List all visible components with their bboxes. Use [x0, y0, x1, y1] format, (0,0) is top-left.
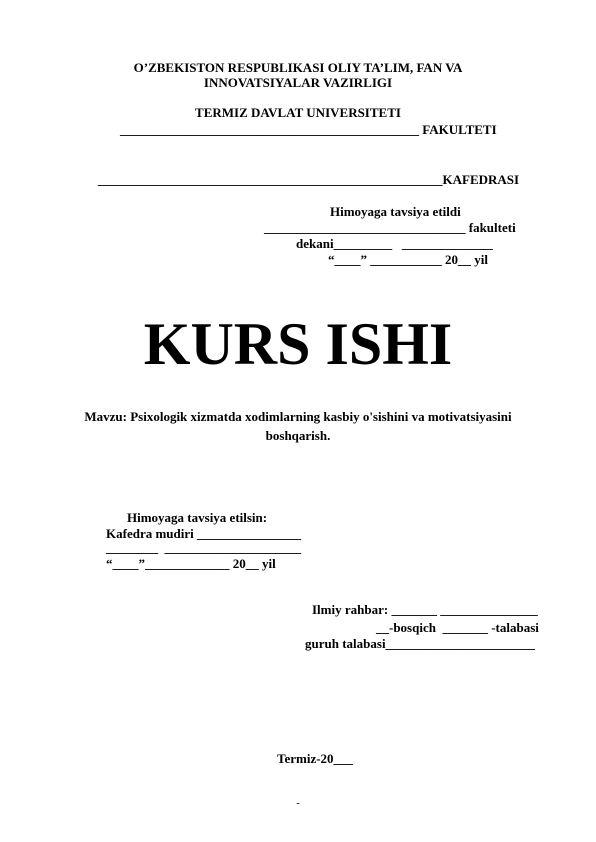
supervisor-line-3: guruh talabasi_______________________ — [305, 636, 536, 651]
ministry-line-2: INNOVATSIYALAR VAZIRLIGI — [203, 75, 393, 90]
university-name: TERMIZ DAVLAT UNIVERSITETI — [195, 105, 401, 120]
supervisor-line-1: Ilmiy rahbar: _______ _______________ — [312, 602, 538, 617]
supervisor-line-2: __-bosqich _______ -talabasi — [376, 620, 539, 635]
document-title: KURS ISHI — [143, 311, 453, 377]
topic-line-1: Mavzu: Psixologik xizmatda xodimlarning kasbiy o'sishini va motivatsiyasini — [84, 409, 512, 424]
approval-top-line-2: _______________________________ fakulteti — [264, 220, 516, 235]
department-line: _____________________________________________________KAFEDRASI — [98, 172, 520, 187]
page-mark: - — [296, 798, 300, 809]
ministry-line-1: O’ZBEKISTON RESPUBLIKASI OLIY TA’LIM, FAN VA — [133, 60, 463, 75]
approval-bottom-line-2: Kafedra mudiri ________________ — [106, 526, 301, 541]
approval-top-line-3: dekani_________ ______________ — [296, 236, 493, 251]
approval-bottom-line-1: Himoyaga tavsiya etilsin: — [127, 510, 268, 525]
approval-top-line-4: “____” ___________ 20__ yil — [328, 252, 488, 267]
topic-line-2: boshqarish. — [265, 428, 331, 443]
approval-top-line-1: Himoyaga tavsiya etildi — [330, 204, 461, 219]
city-year: Termiz-20___ — [277, 751, 354, 766]
approval-bottom-line-3: ________ _____________________ — [106, 540, 301, 555]
faculty-line: ______________________________________________ FAKULTETI — [120, 122, 497, 137]
approval-bottom-line-4: “____”_____________ 20__ yil — [106, 556, 276, 571]
